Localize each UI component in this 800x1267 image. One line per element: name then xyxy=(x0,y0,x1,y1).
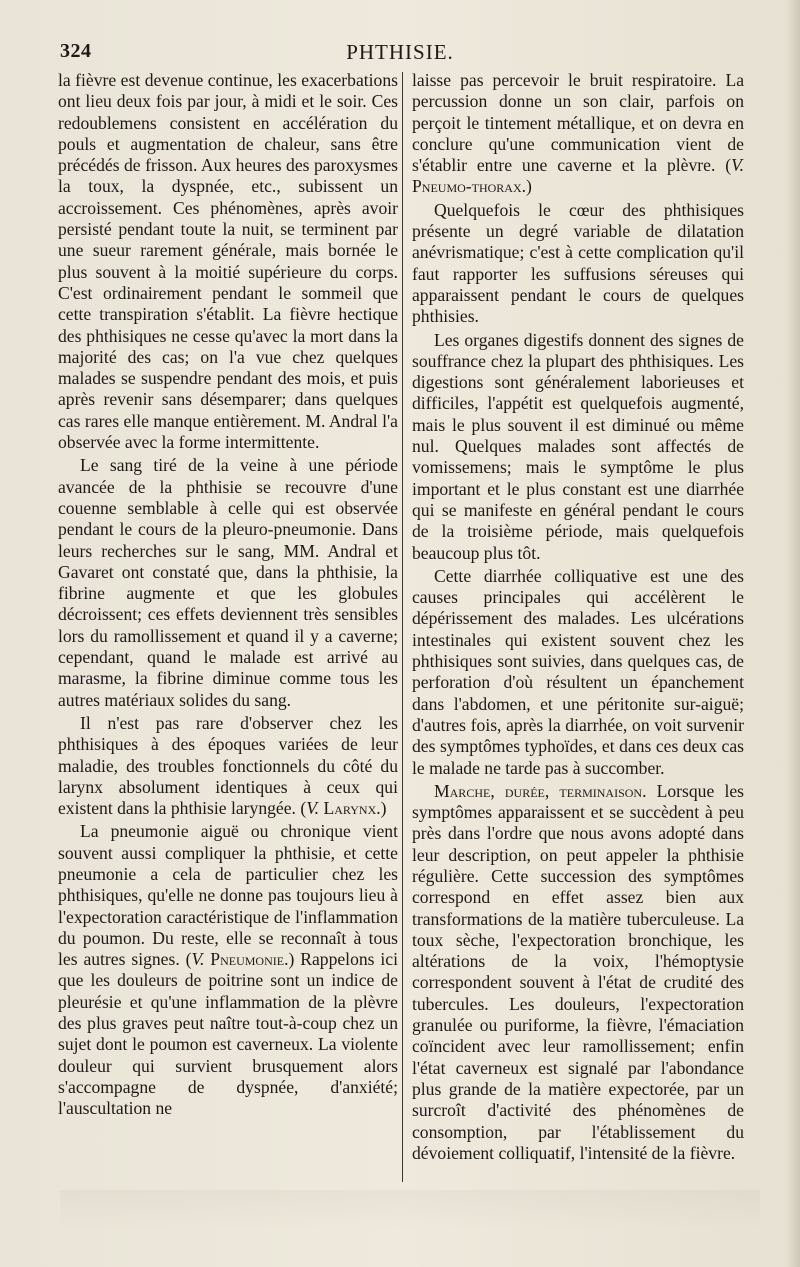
cross-reference: Pneumo-thorax xyxy=(412,176,522,197)
paragraph: Quelquefois le cœur des phthisiques présente un degré variable de dilatation anévrismatique; c'est à cette complication qu'il faut rapporter les suffusions séreuses qui apparaissent pendant le cours de quelques phthisies. xyxy=(412,199,744,327)
paragraph-text: .) Rappelons ici que les douleurs de poitrine sont un indice de pleurésie et qu'une inflammation de la plèvre des plus graves peut naître tout-à-coup chez un sujet dont le poumon est caverneux. La violente douleur qui survient brusquement alors s'accompagne de dyspnée, d'anxiété; l'auscultation ne xyxy=(58,949,398,1119)
paragraph-text: Lorsque les symptômes apparaissent et se succèdent à peu près dans l'ordre que nous avons adopté dans leur description, on peut appeler la phthisie régulière. Cette succession des symptômes correspond en effet assez bien aux transformations de la matière tuberculeuse. La toux sèche, l'expectoration bronchique, les altérations de la voix, l'hémoptysie correspondent souvent à l'état de crudité des tubercules. Les douleurs, l'expectoration granulée ou puriforme, la fièvre, l'émaciation coïncident avec leur ramollissement; enfin l'état caverneux est signalé par l'abondance plus grande de la matière expectorée, par un surcroît d'activité des phénomènes de consomption, par l'établissement du dévoiement colliquatif, l'intensité de la fièvre. xyxy=(412,780,744,1163)
cross-reference: Larynx xyxy=(323,798,377,819)
section-heading: Marche, durée, terminaison. xyxy=(434,780,647,801)
left-column xyxy=(58,70,398,1120)
cross-reference-marker: V. xyxy=(191,949,205,970)
paragraph-text: .) xyxy=(376,798,387,819)
paragraph-text: La pneumonie aiguë ou chronique vient souvent aussi compliquer la phthisie, et cette pneumonie a cela de particulier chez les phthisiques, qu'elle ne donne pas toujours lieu à l'expectoration caractéristique de l'inflammation du poumon. Du reste, elle se reconnaît à tous les autres signes. ( xyxy=(58,821,398,970)
paragraph: la fièvre est devenue continue, les exacerbations ont lieu deux fois par jour, à midi et le soir. Ces redoublemens consistent en accélération du pouls et augmentation de chaleur, sans être précédés de frisson. Aux heures des paroxysmes la toux, la dyspnée, etc., subissent un accroissement. Ces phénomènes, après avoir persisté pendant toute la nuit, se terminent par une sueur rarement générale, mais bornée le plus souvent à la moitié supérieure du corps. C'est ordinairement pendant le sommeil que cette transpiration s'établit. La fièvre hectique des phthisiques ne cesse qu'avec la mort dans la majorité des cas; on l'a vue chez quelques malades se suspendre pendant des mois, et puis après revenir sans désemparer; dans quelques cas rares elle manque entièrement. M. Andral l'a observée avec la forme intermittente. xyxy=(58,70,398,453)
paragraph: Les organes digestifs donnent des signes de souffrance chez la plupart des phthisiques. Les digestions sont généralement laborieuses et difficiles, l'appétit est quelquefois augmenté, mais le plus souvent il est diminué ou même nul. Quelques malades sont affectés de vomissemens; mais le symptôme le plus important et le plus constant est une diarrhée qui se manifeste en général pendant le cours de la troisième période, mais quelquefois beaucoup plus tôt. xyxy=(412,329,744,563)
show-through-shadow xyxy=(60,1190,760,1230)
paragraph-text: Il n'est pas rare d'observer chez les phthisiques à des époques variées de leur maladie, des troubles fonctionnels du côté du larynx absolument identiques à ceux qui existent dans la phthisie laryngée. ( xyxy=(58,712,398,819)
running-title: PHTHISIE. xyxy=(346,40,454,64)
paragraph xyxy=(58,713,398,819)
page-edge-shadow xyxy=(786,0,800,1267)
right-column xyxy=(412,70,744,1164)
page-header xyxy=(60,40,740,70)
page-number: 324 xyxy=(60,40,92,62)
cross-reference: Pneumonie xyxy=(210,949,285,970)
paragraph xyxy=(412,70,744,198)
paragraph: Le sang tiré de la veine à une période avancée de la phthisie se recouvre d'une couenne semblable à celle qui est observée pendant le cours de la pleuro-pneumonie. Dans leurs recherches sur le sang, MM. Andral et Gavaret ont constaté que, dans la phthisie, la fibrine augmente et que les globules décroissent; ces effets deviennent très sensibles lors du ramollissement et quand il y a caverne; cependant, quand le malade est arrivé au marasme, la fibrine diminue comme tous les autres matériaux solides du sang. xyxy=(58,455,398,710)
paragraph-text: .) xyxy=(521,176,532,197)
paragraph xyxy=(412,781,744,1164)
cross-reference-marker: V. xyxy=(306,798,320,819)
paragraph: Cette diarrhée colliquative est une des causes principales qui accélèrent le dépérissement des malades. Les ulcérations intestinales qui existent souvent chez les phthisiques sont suivies, dans quelques cas, de perforation d'où résultent un épanchement dans l'abdomen, et une péritonite sur-aiguë; d'autres fois, après la diarrhée, on voit survenir des symptômes typhoïdes, et dans ces deux cas le malade ne tarde pas à succomber. xyxy=(412,565,744,778)
cross-reference-marker: V. xyxy=(731,155,744,176)
column-divider xyxy=(402,72,403,1182)
paragraph xyxy=(58,821,398,1119)
paragraph-text: laisse pas percevoir le bruit respiratoire. La percussion donne un son clair, parfois on perçoit le tintement métallique, et on devra en conclure qu'une communication vient de s'établir entre une caverne et la plèvre. ( xyxy=(412,70,744,176)
